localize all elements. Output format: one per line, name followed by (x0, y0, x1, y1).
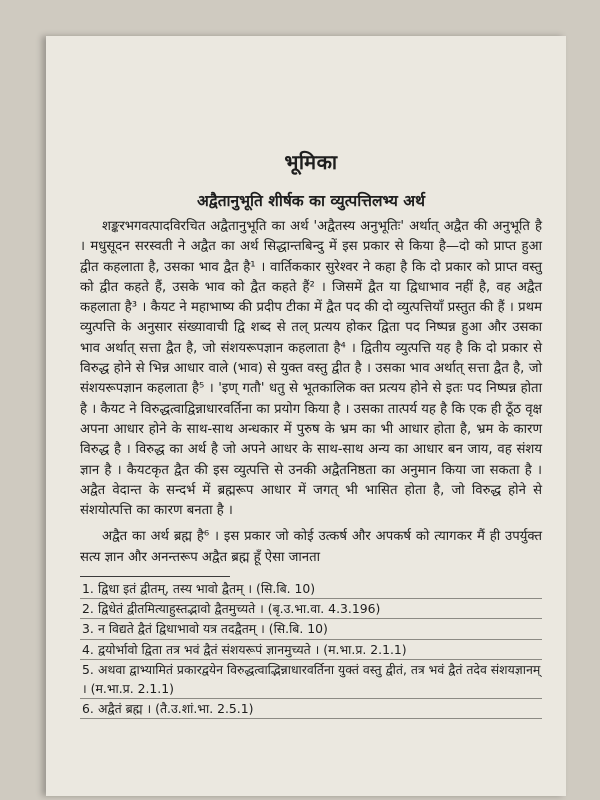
footnote-item: 5. अथवा द्वाभ्यामितं प्रकारद्वयेन विरुद्धत्वाद्भिन्नाधारवर्तिना युक्तं वस्तु द्वीतं, तत्र भवं द्वैतं तदेव संशयज्ञानम् । (म.भा.प्र. 2.1.1) (80, 660, 542, 699)
footnote-item: 3. न विद्यते द्वैतं द्विधाभावो यत्र तदद्वैतम् । (सि.बि. 10) (80, 619, 542, 639)
footnote-list (80, 579, 542, 719)
body-paragraph-1: शङ्करभगवत्पादविरचित अद्वैतानुभूति का अर्थ 'अद्वैतस्य अनुभूतिः' अर्थात् अद्वैत की अनुभूति है । मधुसूदन सरस्वती ने अद्वैत का अर्थ सिद्धान्तबिन्दु में इस प्रकार से किया है—दो को प्राप्त हुआ द्वीत कहलाता है, उसका भाव द्वैत है¹ । वार्तिककार सुरेश्वर ने कहा है कि दो प्रकार को प्राप्त वस्तु को द्वीत कहते हैं, उसके भाव को द्वैत कहते हैं² । जिसमें द्वैत या द्विधाभाव नहीं है, वह अद्वैत कहलाता है³ । कैयट ने महाभाष्य की प्रदीप टीका में द्वैत पद की दो व्युत्पत्तियाँ प्रस्तुत की हैं । प्रथम व्युत्पत्ति के अनुसार संख्यावाची द्वि शब्द से तल् प्रत्यय होकर द्विता पद निष्पन्न हुआ और उसका भाव अर्थात् सत्ता द्वैत है, जो संशयरूपज्ञान कहलाता है⁴ । द्वितीय व्युत्पत्ति यह है कि दो प्रकार से विरुद्ध होने से भिन्न आधार वाले (भाव) से युक्त वस्तु द्वीत है । उसका भाव अर्थात् सत्ता द्वैत है, जो संशयरूपज्ञान कहलाता है⁵ । 'इण् गतौ' धतु से भूतकालिक क्त प्रत्यय होने से इतः पद निष्पन्न होता है । कैयट ने विरुद्धत्वाद्विन्नाधारवर्तिना का प्रयोग किया है । उसका तात्पर्य यह है कि एक ही ठूँठ वृक्ष अपना आधार होने के साथ-साथ अन्धकार में पुरुष के भ्रम का भी आधार होता है, भ्रम के कारण विरुद्ध है । विरुद्ध का अर्थ है जो अपने आधर के साथ-साथ अन्य का आधार बन जाय, वह संशय ज्ञान है । कैयटकृत द्वैत की इस व्युत्पत्ति से उनकी अद्वैतनिष्ठता का अनुमान किया जा सकता है । अद्वैत वेदान्त के सन्दर्भ में ब्रह्मरूप आधार में जगत् भी भासित होता है, जो विरुद्ध होने से संशयोत्पत्ति का कारण बनता है । (80, 219, 542, 519)
page-content (80, 148, 542, 719)
footnote-divider (80, 576, 230, 577)
book-page (46, 36, 566, 796)
chapter-title: भूमिका (284, 150, 338, 174)
footnote-item: 2. द्विधेतं द्वीतमित्याहुस्तद्भावो द्वैतमुच्यते । (बृ.उ.भा.वा. 4.3.196) (80, 599, 542, 619)
section-title: अद्वैतानुभूति शीर्षक का व्युत्पत्तिलभ्य अर्थ (196, 192, 426, 210)
body-paragraph-2: अद्वैत का अर्थ ब्रह्म है⁶ । इस प्रकार जो कोई उत्कर्ष और अपकर्ष को त्यागकर मैं ही उपर्युक्त सत्य ज्ञान और अनन्तरूप अद्वैत ब्रह्म हूँ ऐसा जानता (80, 529, 542, 565)
footnote-item: 6. अद्वैतं ब्रह्म । (तै.उ.शां.भा. 2.5.1) (80, 699, 542, 719)
footnote-item: 4. द्वयोर्भावो द्विता तत्र भवं द्वैतं संशयरूपं ज्ञानमुच्यते । (म.भा.प्र. 2.1.1) (80, 640, 542, 660)
footnote-item: 1. द्विधा इतं द्वीतम्, तस्य भावो द्वैतम् । (सि.बि. 10) (80, 579, 542, 599)
